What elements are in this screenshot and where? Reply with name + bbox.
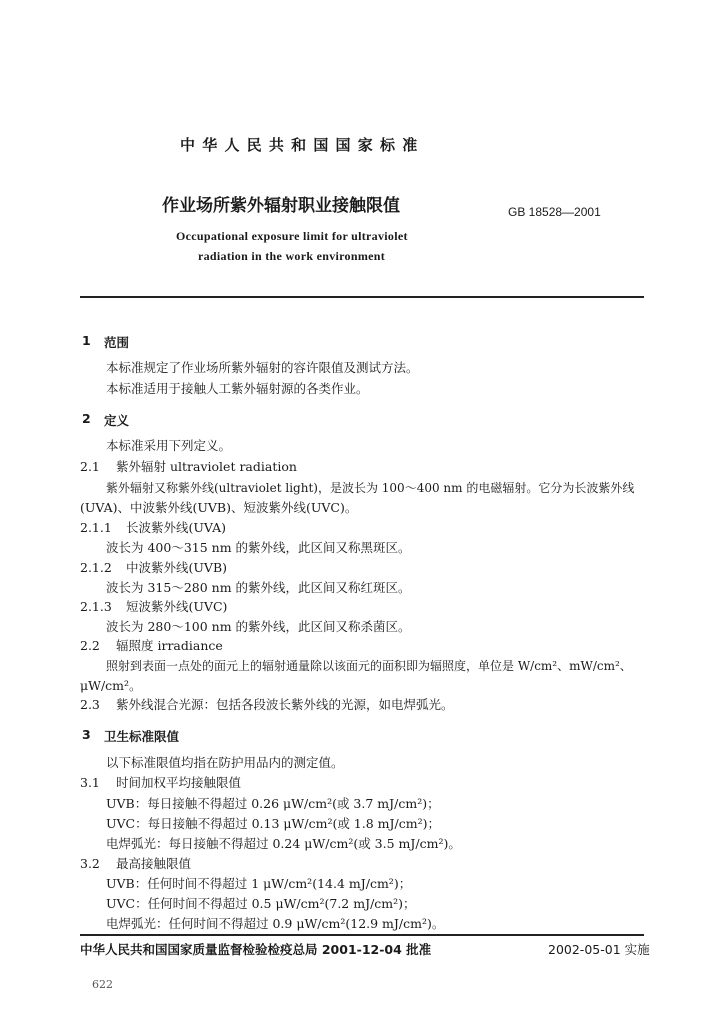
- section-2-1-2-body: 波长为 315～280 nm 的紫外线，此区间又称红斑区。: [106, 580, 411, 595]
- section-2-intro: 本标准采用下列定义。: [106, 438, 232, 453]
- section-2-title: 定义: [104, 413, 130, 428]
- section-3-1-limit-welding-arc: 电焊弧光：每日接触不得超过 0.24 μW/cm²(或 3.5 mJ/cm²)。: [106, 836, 461, 851]
- section-3-2-title: 最高接触限值: [116, 856, 192, 871]
- section-3-2-limit-welding-arc: 电焊弧光：任何时间不得超过 0.9 μW/cm²(12.9 mJ/cm²)。: [106, 916, 445, 931]
- section-2-1-body-2: (UVA)、中波紫外线(UVB)、短波紫外线(UVC)。: [80, 500, 358, 515]
- implementation-date: 2002-05-01 实施: [548, 942, 650, 957]
- section-2-1-body-1: 紫外辐射又称紫外线(ultraviolet light)，是波长为 100～400 nm 的电磁辐射。它分为长波紫外线: [106, 481, 635, 495]
- section-2-1-3-body: 波长为 280～100 nm 的紫外线，此区间又称杀菌区。: [106, 619, 411, 634]
- standard-code: GB 18528—2001: [508, 205, 601, 219]
- section-1-paragraph-1: 本标准规定了作业场所紫外辐射的容许限值及测试方法。: [106, 360, 419, 375]
- english-title-line-1: Occupational exposure limit for ultraviolet: [176, 229, 408, 243]
- section-2-3-body: 紫外线混合光源：包括各段波长紫外线的光源，如电焊弧光。: [116, 697, 454, 712]
- section-3-number: 3: [82, 727, 91, 742]
- section-2-1-3-number: 2.1.3: [80, 599, 112, 614]
- section-2-2-body-2: μW/cm²。: [80, 678, 142, 693]
- section-1-number: 1: [82, 333, 91, 348]
- english-title-line-2: radiation in the work environment: [198, 249, 386, 263]
- section-2-3-number: 2.3: [80, 697, 100, 712]
- section-2-1-2-title: 中波紫外线(UVB): [126, 560, 228, 575]
- page-number: 622: [92, 978, 113, 991]
- section-3-title: 卫生标准限值: [104, 729, 180, 744]
- approval-line: 中华人民共和国国家质量监督检验检疫总局 2001-12-04 批准: [80, 942, 432, 957]
- section-2-2-body-1: 照射到表面一点处的面元上的辐射通量除以该面元的面积即为辐照度，单位是 W/cm²、mW/cm²、: [106, 659, 632, 673]
- section-2-1-title: 紫外辐射 ultraviolet radiation: [116, 459, 297, 474]
- section-2-1-3-title: 短波紫外线(UVC): [126, 599, 228, 614]
- section-3-2-limit-uvb: UVB：任何时间不得超过 1 μW/cm²(14.4 mJ/cm²)；: [106, 876, 412, 891]
- national-standard-heading: 中 华 人 民 共 和 国 国 家 标 准: [180, 136, 419, 154]
- section-2-1-1-title: 长波紫外线(UVA): [126, 520, 226, 535]
- footer-rule: [80, 934, 644, 936]
- section-2-1-2-number: 2.1.2: [80, 560, 112, 575]
- section-3-1-limit-uvc: UVC：每日接触不得超过 0.13 μW/cm²(或 1.8 mJ/cm²)；: [106, 816, 440, 831]
- section-3-2-limit-uvc: UVC：任何时间不得超过 0.5 μW/cm²(7.2 mJ/cm²)；: [106, 896, 416, 911]
- section-3-2-number: 3.2: [80, 856, 100, 871]
- section-3-1-title: 时间加权平均接触限值: [116, 775, 242, 790]
- section-3-intro: 以下标准限值均指在防护用品内的测定值。: [106, 755, 344, 770]
- section-2-1-number: 2.1: [80, 459, 100, 474]
- section-2-1-1-number: 2.1.1: [80, 520, 112, 535]
- section-2-2-title: 辐照度 irradiance: [116, 638, 223, 653]
- section-2-number: 2: [82, 411, 91, 426]
- section-2-1-1-body: 波长为 400～315 nm 的紫外线，此区间又称黑斑区。: [106, 540, 411, 555]
- document-title: 作业场所紫外辐射职业接触限值: [162, 196, 400, 216]
- section-1-paragraph-2: 本标准适用于接触人工紫外辐射源的各类作业。: [106, 381, 369, 396]
- section-3-1-limit-uvb: UVB：每日接触不得超过 0.26 μW/cm²(或 3.7 mJ/cm²)；: [106, 796, 440, 811]
- section-3-1-number: 3.1: [80, 775, 100, 790]
- header-rule: [80, 296, 644, 298]
- section-2-2-number: 2.2: [80, 638, 100, 653]
- section-1-title: 范围: [104, 335, 130, 350]
